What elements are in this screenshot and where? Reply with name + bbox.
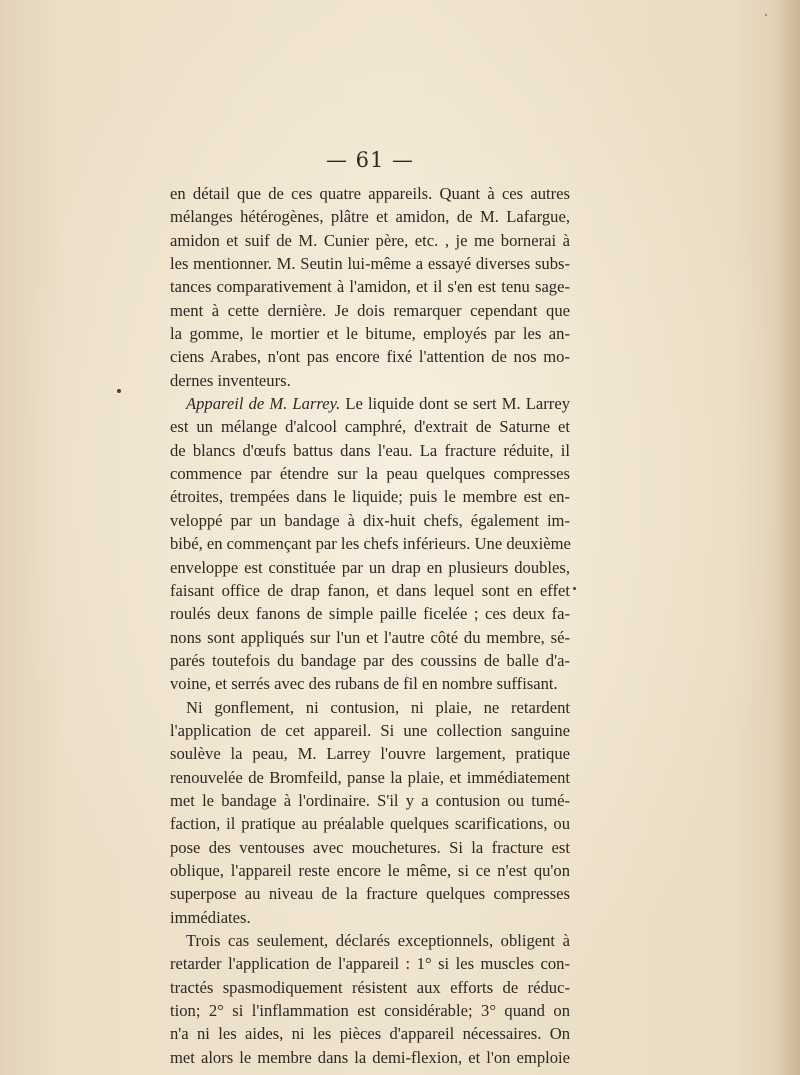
text-line: l'application de cet appareil. Si une collection sanguine — [170, 720, 570, 740]
text-line: parés toutefois du bandage par des coussins de balle d'a- — [170, 650, 570, 670]
text-line: ciens Arabes, n'ont pas encore fixé l'attention de nos mo- — [170, 347, 570, 367]
page-number: — 61 — — [325, 148, 415, 172]
text-line: retarder l'application de l'appareil : 1° si les muscles con- — [170, 954, 570, 974]
text-line: oblique, l'appareil reste encore le même, si ce n'est qu'on — [170, 860, 570, 880]
text-line: renouvelée de Bromfeild, panse la plaie, et immédiatement — [170, 767, 570, 787]
text-line: mélanges hétérogènes, plâtre et amidon, de M. Lafargue, — [170, 207, 570, 227]
ink-speck — [117, 389, 121, 393]
text-line: n'a ni les aides, ni les pièces d'appareil nécessaires. On — [170, 1024, 570, 1044]
text-line: nons sont appliqués sur l'un et l'autre côté du membre, sé- — [170, 627, 570, 647]
text-line: tractés spasmodiquement résistent aux efforts de réduc- — [170, 977, 570, 997]
text-line: faisant office de drap fanon, et dans lequel sont en effet — [170, 580, 570, 600]
text-line: soulève la peau, M. Larrey l'ouvre largement, pratique — [170, 744, 570, 764]
text-line: roulés deux fanons de simple paille ficelée ; ces deux fa- — [170, 604, 570, 624]
text-line: Trois cas seulement, déclarés exceptionnels, obligent à — [186, 931, 570, 950]
text-line: amidon et suif de M. Cunier père, etc. , je me bornerai à — [170, 230, 570, 250]
text-line: en détail que de ces quatre appareils. Quant à ces autres — [170, 184, 570, 203]
text-line: met alors le membre dans la demi-flexion, et l'on emploie — [170, 1047, 570, 1067]
text-line: tances comparativement à l'amidon, et il s'en est tenu sage- — [170, 277, 570, 297]
text-line: superpose au niveau de la fracture quelques compresses — [170, 884, 570, 904]
ink-speck — [573, 587, 576, 590]
text-line: immédiates. — [170, 907, 251, 927]
text-line: faction, il pratique au préalable quelques scarifications, ou — [170, 814, 570, 834]
text-line: met le bandage à l'ordinaire. S'il y a contusion ou tumé- — [170, 790, 570, 810]
text-line: est un mélange d'alcool camphré, d'extrait de Saturne et — [170, 417, 570, 437]
text-line: bibé, en commençant par les chefs inférieurs. Une deuxième — [170, 534, 571, 554]
text-line: la gomme, le mortier et le bitume, employés par les an- — [170, 324, 570, 344]
text-line: pose des ventouses avec mouchetures. Si la fracture est — [170, 837, 570, 857]
body-text — [170, 182, 570, 1069]
text-line: les mentionner. M. Seutin lui-même a essayé diverses subs- — [170, 254, 570, 274]
text-line: étroites, trempées dans le liquide; puis le membre est en- — [170, 487, 570, 507]
text-line: Ni gonflement, ni contusion, ni plaie, ne retardent — [186, 697, 570, 717]
text-line: veloppé par un bandage à dix-huit chefs, également im- — [170, 510, 570, 530]
text-line: voine, et serrés avec des rubans de fil en nombre suffisant. — [170, 674, 558, 694]
text-line: de blancs d'œufs battus dans l'eau. La fracture réduite, il — [170, 440, 570, 460]
text-line: Appareil de M. Larrey. Le liquide dont se sert M. Larrey — [186, 394, 570, 414]
text-line: commence par étendre sur la peau quelques compresses — [170, 464, 570, 484]
text-line: ment à cette dernière. Je dois remarquer cependant que — [170, 300, 570, 320]
text-line: tion; 2° si l'inflammation est considérable; 3° quand on — [170, 1001, 570, 1021]
text-line: enveloppe est constituée par un drap en plusieurs doubles, — [170, 557, 570, 577]
text-line: dernes inventeurs. — [170, 370, 291, 390]
ink-speck — [765, 14, 767, 16]
